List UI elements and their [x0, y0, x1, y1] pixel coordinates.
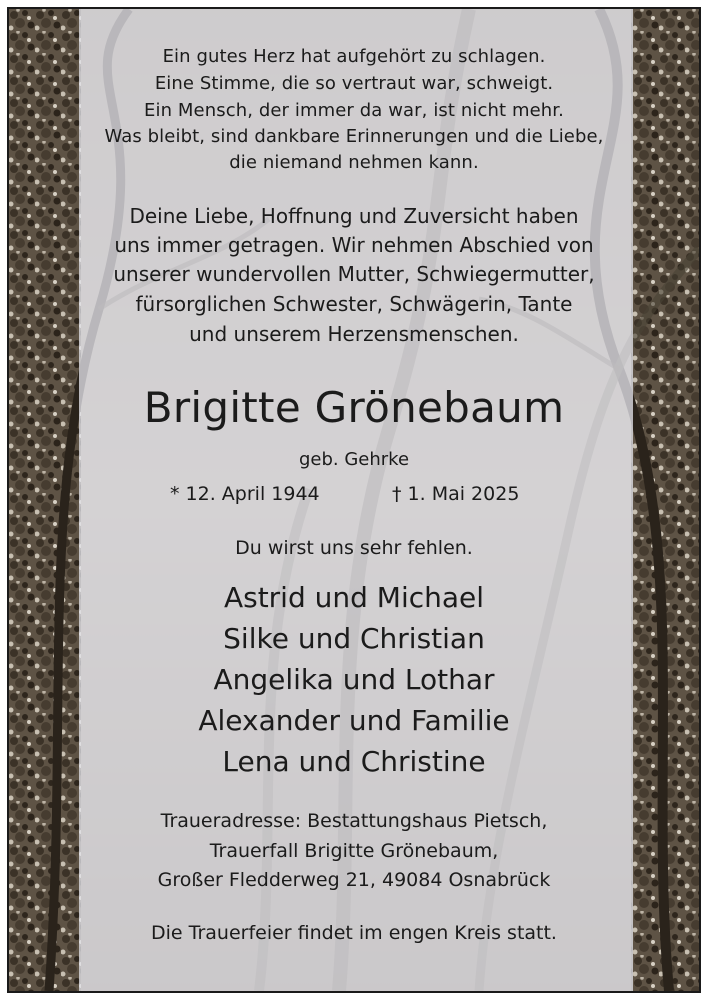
intro-line: uns immer getragen. Wir nehmen Abschied von	[114, 233, 594, 257]
ceremony-note: Die Trauerfeier findet im engen Kreis statt.	[151, 922, 557, 944]
poem-line: die niemand nehmen kann.	[229, 152, 479, 173]
poem-line: Ein Mensch, der immer da war, ist nicht mehr.	[144, 100, 564, 121]
poem-line: Was bleibt, sind dankbare Erinnerungen und die Liebe,	[104, 126, 604, 147]
maiden-name: geb. Gehrke	[298, 449, 410, 470]
family-member: Angelika und Lothar	[213, 663, 495, 696]
intro-line: Deine Liebe, Hoffnung und Zuversicht haben	[129, 204, 579, 228]
address-line: Trauerfall Brigitte Grönebaum,	[209, 840, 499, 862]
address-line: Traueradresse: Bestattungshaus Pietsch,	[160, 810, 548, 832]
death-date: † 1. Mai 2025	[392, 483, 520, 505]
birth-date: * 12. April 1944	[170, 483, 320, 505]
intro-line: fürsorglichen Schwester, Schwägerin, Tante	[135, 292, 573, 316]
deceased-name: Brigitte Grönebaum	[143, 383, 565, 432]
address-line: Großer Fledderweg 21, 49084 Osnabrück	[157, 869, 551, 891]
closing-line: Du wirst uns sehr fehlen.	[235, 537, 473, 559]
intro-line: unserer wundervollen Mutter, Schwiegermutter,	[113, 262, 595, 286]
poem-line: Ein gutes Herz hat aufgehört zu schlagen.	[162, 46, 546, 67]
family-member: Lena und Christine	[222, 745, 486, 778]
family-member: Alexander und Familie	[198, 704, 510, 737]
family-member: Astrid und Michael	[223, 581, 485, 614]
poem-line: Eine Stimme, die so vertraut war, schweigt.	[154, 73, 554, 94]
family-member: Silke und Christian	[223, 622, 485, 655]
intro-line: und unserem Herzensmenschen.	[189, 322, 519, 346]
